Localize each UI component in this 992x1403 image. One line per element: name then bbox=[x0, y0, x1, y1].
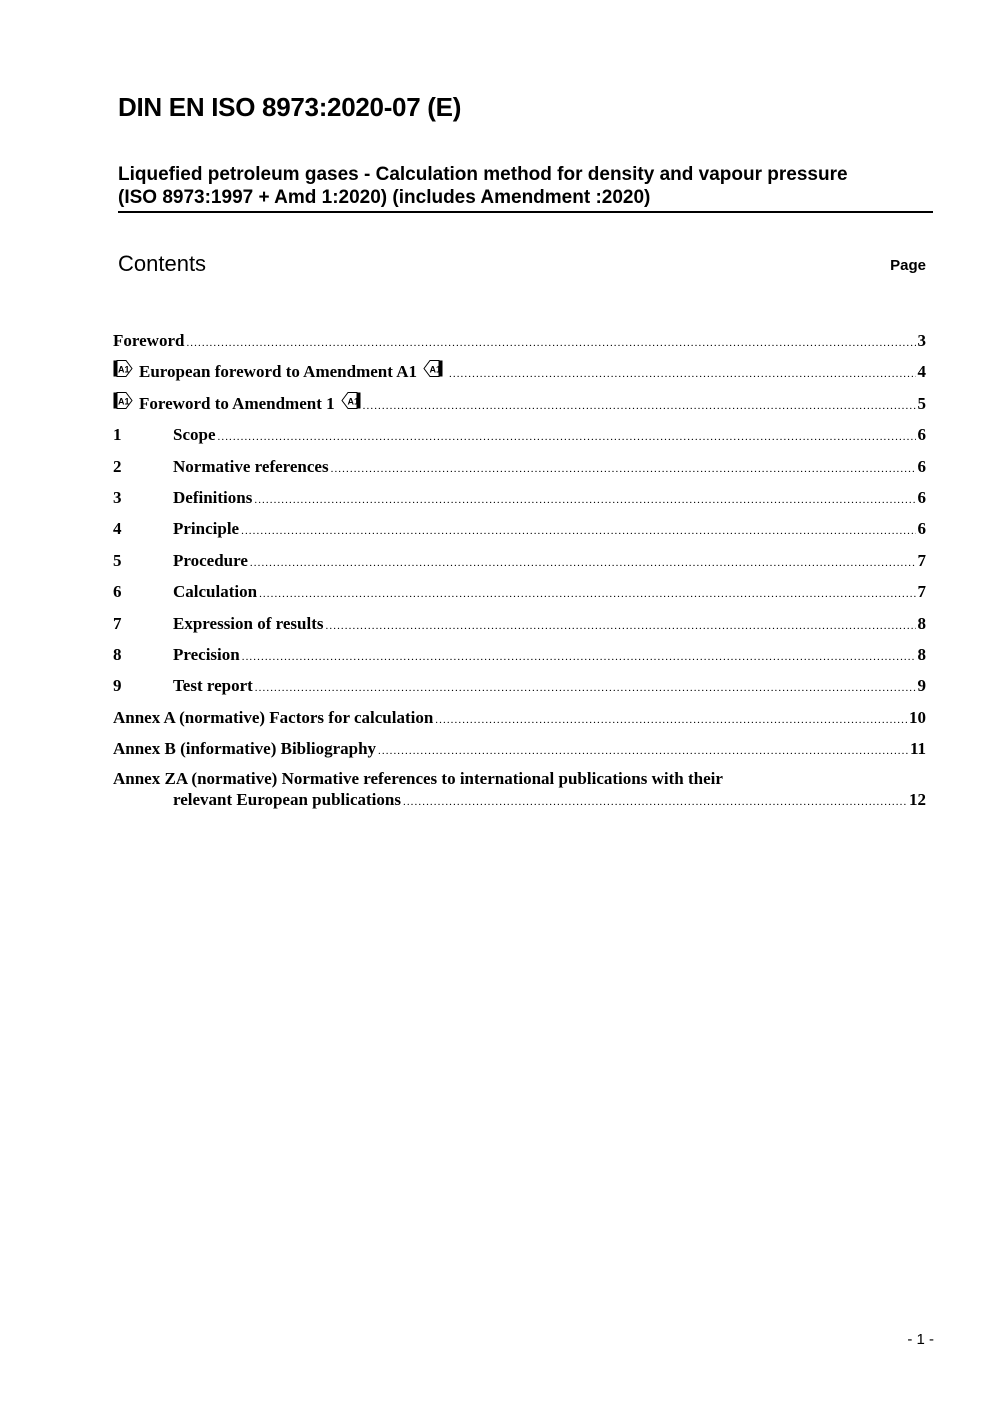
toc-entry-page: 6 bbox=[917, 456, 926, 476]
toc-entry-page: 10 bbox=[909, 707, 926, 727]
amendment-end-marker-icon bbox=[423, 360, 443, 377]
toc-dot-leader bbox=[326, 614, 916, 638]
document-id: DIN EN ISO 8973:2020-07 (E) bbox=[118, 92, 462, 122]
toc-dot-leader bbox=[331, 457, 916, 481]
toc-entry-calculation[interactable] bbox=[113, 580, 926, 611]
toc-entry-number: 5 bbox=[113, 550, 122, 570]
toc-entry-title: Definitions bbox=[173, 487, 253, 507]
toc-entry-page: 11 bbox=[909, 739, 926, 759]
toc-entry-number: 2 bbox=[113, 456, 122, 476]
document-title bbox=[118, 163, 933, 213]
toc-entry-annex-a[interactable] bbox=[113, 706, 926, 737]
toc-entry-test-report[interactable] bbox=[113, 674, 926, 705]
amendment-end-marker-icon bbox=[341, 392, 361, 409]
toc-entry-page: 7 bbox=[917, 582, 926, 602]
toc-entry-title: Foreword to Amendment 1 bbox=[139, 393, 335, 413]
amendment-tag: A1 bbox=[118, 396, 130, 407]
toc-dot-leader bbox=[403, 792, 907, 813]
toc-entry-page: 7 bbox=[917, 550, 926, 570]
toc-entry-page: 5 bbox=[917, 393, 926, 413]
toc-entry-title: Precision bbox=[173, 644, 240, 664]
page-column-label: Page bbox=[890, 257, 926, 274]
toc-dot-leader bbox=[378, 739, 908, 763]
toc-entry-title: Annex A (normative) Factors for calculation bbox=[113, 707, 434, 727]
contents-heading: Contents bbox=[118, 251, 207, 276]
toc-entry-title: Scope bbox=[173, 425, 216, 445]
toc-dot-leader bbox=[250, 551, 916, 575]
toc-entry-number: 7 bbox=[113, 613, 122, 633]
toc-entry-title: Annex B (informative) Bibliography bbox=[113, 739, 377, 759]
toc-entry-normative-references[interactable] bbox=[113, 455, 926, 486]
toc-entry-annex-za[interactable] bbox=[113, 768, 926, 813]
toc-entry-principle[interactable] bbox=[113, 517, 926, 548]
toc-entry-title: Normative references bbox=[173, 456, 329, 476]
toc-dot-leader bbox=[218, 425, 916, 449]
toc-entry-page: 6 bbox=[917, 487, 926, 507]
toc-entry-precision[interactable] bbox=[113, 643, 926, 674]
toc-entry-page: 3 bbox=[917, 331, 926, 350]
toc-entry-number: 8 bbox=[113, 644, 122, 664]
toc-entry-page: 6 bbox=[917, 425, 926, 445]
toc-dot-leader bbox=[254, 488, 915, 512]
toc-entry-number: 3 bbox=[113, 487, 122, 507]
toc-entry-page: 9 bbox=[917, 676, 926, 696]
toc-entry-title: Test report bbox=[173, 676, 253, 696]
amendment-tag: A1 bbox=[118, 364, 130, 375]
toc-entry-number: 4 bbox=[113, 519, 122, 539]
toc-dot-leader bbox=[241, 519, 915, 543]
amendment-tag: A1 bbox=[347, 396, 359, 407]
toc-entry-title: Annex ZA (normative) Normative references to international publications with their bbox=[113, 769, 723, 789]
toc-entry-page: 6 bbox=[917, 519, 926, 539]
toc-entry-page: 8 bbox=[917, 644, 926, 664]
toc-entry-foreword-amendment-1[interactable] bbox=[113, 392, 926, 423]
toc-entry-definitions[interactable] bbox=[113, 486, 926, 517]
toc-dot-leader bbox=[363, 394, 916, 418]
toc-entry-page: 8 bbox=[917, 613, 926, 633]
toc-entry-title-continuation: relevant European publications bbox=[173, 790, 401, 810]
toc-entry-number: 9 bbox=[113, 676, 122, 696]
toc-dot-leader bbox=[242, 645, 916, 669]
amendment-start-marker-icon bbox=[113, 392, 133, 409]
toc-entry-title: Expression of results bbox=[173, 613, 324, 633]
toc-entry-expression-of-results[interactable] bbox=[113, 612, 926, 643]
toc-entry-scope[interactable] bbox=[113, 423, 926, 454]
toc-entry-page: 4 bbox=[917, 362, 926, 382]
toc-dot-leader bbox=[255, 676, 916, 700]
toc-entry-foreword[interactable] bbox=[113, 329, 926, 360]
amendment-tag: A1 bbox=[429, 364, 442, 375]
toc-dot-leader bbox=[259, 582, 915, 606]
table-of-contents bbox=[113, 329, 926, 813]
toc-entry-title: Foreword bbox=[113, 331, 185, 350]
toc-dot-leader bbox=[186, 331, 915, 355]
toc-entry-title: Procedure bbox=[173, 550, 248, 570]
toc-entry-procedure[interactable] bbox=[113, 549, 926, 580]
toc-entry-title: European foreword to Amendment A1 bbox=[139, 362, 417, 382]
toc-entry-page: 12 bbox=[909, 790, 926, 810]
toc-entry-number: 1 bbox=[113, 425, 122, 445]
toc-entry-annex-b[interactable] bbox=[113, 737, 926, 768]
toc-entry-number: 6 bbox=[113, 582, 122, 602]
toc-dot-leader bbox=[435, 708, 907, 732]
toc-entry-title: Principle bbox=[173, 519, 240, 539]
toc-entry-european-foreword-a1[interactable] bbox=[113, 360, 926, 391]
toc-dot-leader bbox=[449, 362, 916, 386]
toc-entry-title: Calculation bbox=[173, 582, 258, 602]
amendment-start-marker-icon bbox=[113, 360, 133, 377]
document-title-line-1: Liquefied petroleum gases - Calculation method for density and vapour pressure bbox=[118, 164, 848, 185]
document-title-line-2: (ISO 8973:1997 + Amd 1:2020) (includes Amendment :2020) bbox=[118, 187, 651, 208]
page-number: - 1 - bbox=[907, 1331, 934, 1348]
